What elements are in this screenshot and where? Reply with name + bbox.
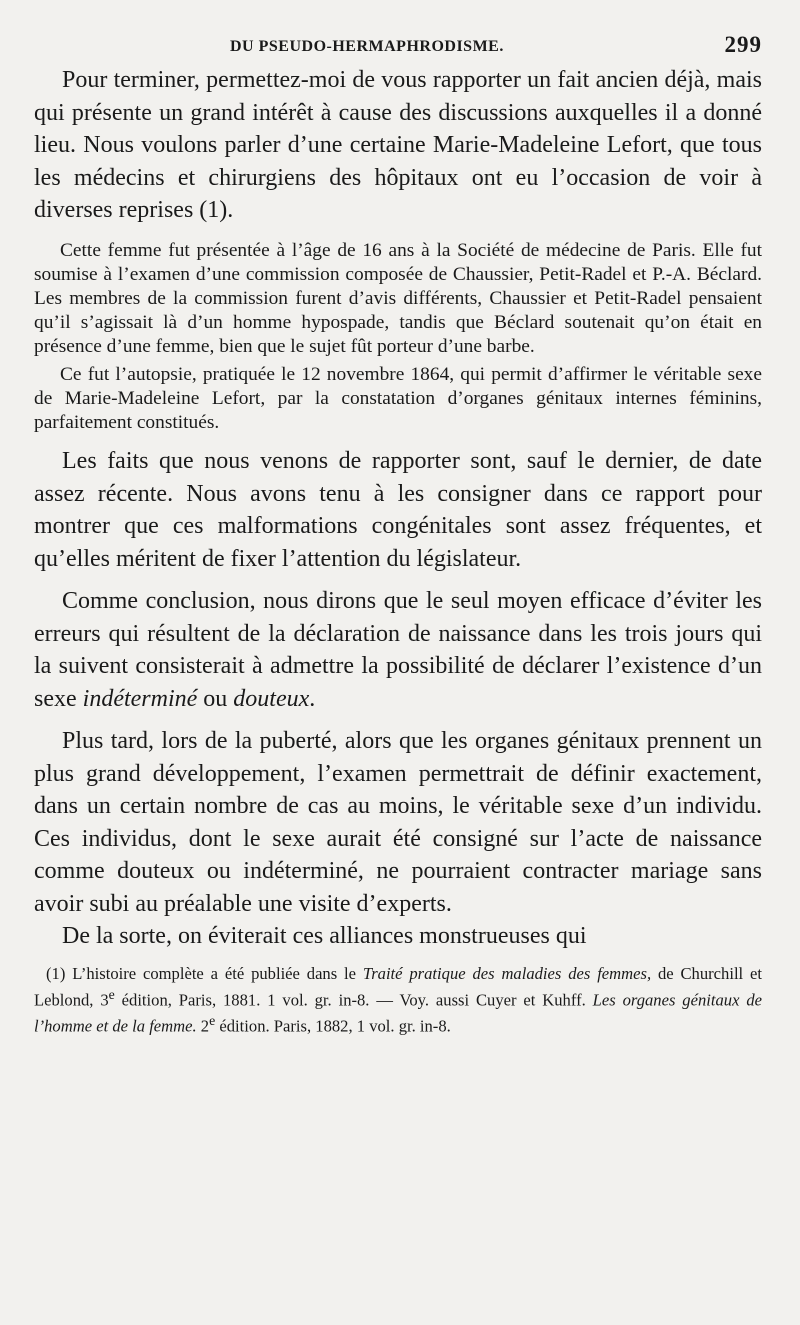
- footnote-part: de Churchill et Leblond, 3: [34, 963, 762, 1010]
- conclusion-italic-indetermine: indéterminé: [82, 685, 198, 712]
- footnote-part: édition, Paris, 1881. 1 vol. gr. in-8. — Voy. aussi Cuyer et Kuhff.: [114, 990, 593, 1010]
- conclusion-italic-douteux: douteux: [233, 685, 310, 712]
- paragraph-intro: Pour terminer, permettez-moi de vous rapporter un fait ancien déjà, mais qui présente un grand intérêt à cause des discussions auxquelles il a donné lieu. Nous voulons parler d’une certaine Marie-Madeleine Lefort, que tous les médecins et chirurgiens des hôpitaux ont eu l’occasion de voir à diverses reprises (1).: [34, 67, 762, 223]
- footnote-title-1: Traité pratique des maladies des femmes,: [362, 963, 652, 983]
- running-head: [34, 28, 762, 64]
- paragraph-puberty: Plus tard, lors de la puberté, alors que les organes génitaux prennent un plus grand développement, l’examen permettrait de définir exactement, dans un certain nombre de cas au moins, le véritable sexe d’un individu. Ces individus, dont le sexe aurait été consigné sur l’acte de naissance comme douteux ou indéterminé, ne pourraient contracter mariage sans avoir subi au préalable une visite d’experts.: [34, 728, 762, 917]
- footnote-marker: (1): [46, 963, 66, 983]
- footnote-text: [34, 963, 762, 1037]
- footnote-part: 2: [196, 1016, 210, 1036]
- footnote: [34, 963, 762, 1037]
- footnote-sup: e: [108, 986, 115, 1002]
- case-note: [34, 239, 762, 436]
- conclusion-ou: ou: [197, 685, 234, 712]
- footnote-sup: e: [209, 1013, 216, 1029]
- paragraph-facts: Les faits que nous venons de rapporter sont, sauf le dernier, de date assez récente. Nous avons tenu à les consigner dans ce rapport pour montrer que ces malformations congénitales sont assez fréquentes, et qu’elles méritent de fixer l’attention du législateur.: [34, 448, 762, 572]
- running-title: DU PSEUDO-HERMAPHRODISME.: [230, 38, 504, 55]
- case-note-paragraph: Ce fut l’autopsie, pratiquée le 12 novembre 1864, qui permit d’affirmer le véritable sexe de Marie-Madeleine Lefort, par la constatation d’organes génitaux internes féminins, parfaitement constitués.: [34, 363, 762, 433]
- footnote-title-2: Les organes génitaux de l’homme et de la femme.: [34, 990, 762, 1036]
- paragraph-final: De la sorte, on éviterait ces alliances monstrueuses qui: [62, 923, 587, 950]
- conclusion-period: .: [309, 685, 316, 712]
- case-note-paragraph: Cette femme fut présentée à l’âge de 16 ans à la Société de médecine de Paris. Elle fut soumise à l’examen d’une commission composée de Chaussier, Petit-Radel et P.-A. Béclard. Les membres de la commission furent d’avis différents, Chaussier et Petit-Radel pensaient qu’il s’agissait là d’un homme hypospade, tandis que Béclard soutenait qu’on était en présence d’une femme, bien que le sujet fût porteur d’une barbe.: [34, 239, 762, 358]
- page-number: 299: [724, 32, 762, 57]
- footnote-part: L’histoire complète a été publiée dans le: [65, 963, 363, 983]
- main-text: [34, 64, 762, 227]
- footnote-part: édition. Paris, 1882, 1 vol. gr. in-8.: [215, 1016, 451, 1036]
- page: [34, 28, 762, 1037]
- paragraph-conclusion: [34, 585, 762, 715]
- main-text-continued: [34, 445, 762, 953]
- conclusion-text: Comme conclusion, nous dirons que le seul moyen efficace d’éviter les erreurs qui résultent de la déclaration de naissance dans les trois jours qui la suivent consisterait à admettre la possibilité de déclarer l’existence d’un sexe: [34, 588, 762, 712]
